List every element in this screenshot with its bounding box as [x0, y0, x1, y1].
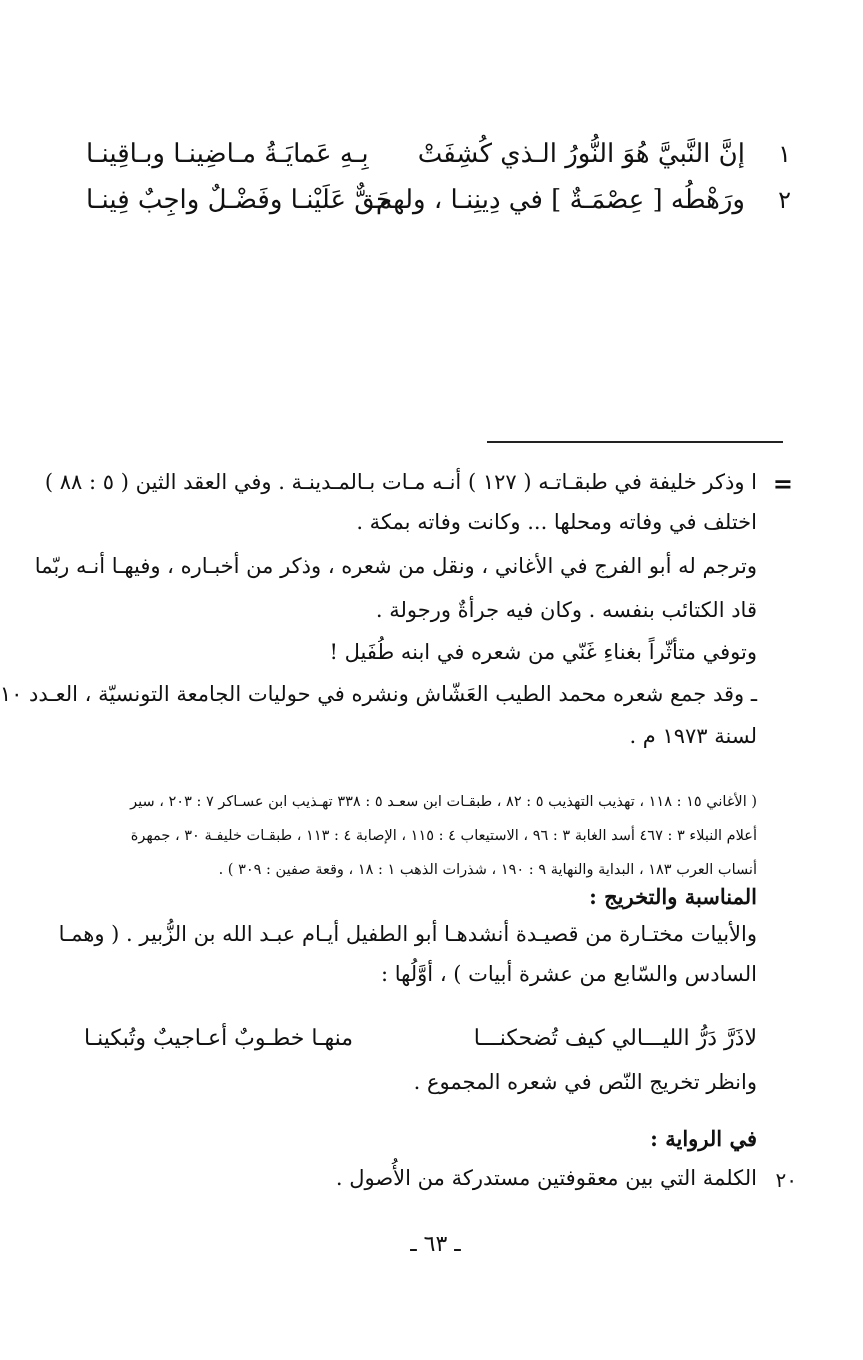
occasion-line: السادس والسّابع من عشرة أبيات ) ، أوَّلُها :	[380, 962, 757, 986]
footnote-divider	[487, 441, 783, 443]
note-line: ا وذكر خليفة في طبقـاتـه ( ١٢٧ ) أنـه مـات بـالمـدينـة . وفي العقد الثين ( ٥ : ٨٨ )	[44, 470, 757, 494]
page-number: ـ ٦٣ ـ	[410, 1232, 461, 1257]
reference-line: أعلام النبلاء ٣ : ٤٦٧ أسد الغابة ٣ : ٩٦ ، الاستيعاب ٤ : ١١٥ ، الإصابة ٤ : ١١٣ ، طبقـات خليفـة ٣٠ ، جمهرة	[130, 828, 757, 844]
reference-line: ( الأغاني ١٥ : ١١٨ ، تهذيب التهذيب ٥ : ٨٢ ، طبقـات ابن سعـد ٥ : ٣٣٨ تهـذيب ابن عسـاكر ٧ : ٢٠٣ ، سير	[130, 794, 757, 810]
note-line: وتوفي متأثّراً بغناءِ غَنّي من شعره في ابنه طُفَيل !	[329, 640, 757, 664]
riwaya-note-number: ٢٠	[775, 1168, 797, 1192]
verse-number: ٢	[778, 186, 791, 214]
note-line: اختلف في وفاته ومحلها ... وكانت وفاته بمكة .	[356, 510, 757, 534]
continuation-mark: =	[772, 469, 793, 498]
occasion-line: والأبيات مختـارة من قصيـدة أنشدهـا أبو الطفيل أيـام عبـد الله بن الزُّبير . ( وهمـا	[58, 922, 757, 946]
verse-first-hemistich: إنَّ النَّبيَّ هُوَ النُّورُ الـذي كُشِفَتْ	[417, 139, 745, 169]
verse-number: ١	[778, 140, 791, 168]
verse-first-hemistich: ورَهْطُه [ عِصْمَـةٌ ] في دِينِنـا ، ولهم	[375, 185, 745, 215]
after-quote-line: وانظر تخريج النّص في شعره المجموع .	[413, 1070, 757, 1094]
occasion-heading: المناسبة والتخريج :	[589, 884, 757, 909]
note-line: ـ وقد جمع شعره محمد الطيب العَشّاش ونشره في حوليات الجامعة التونسيّة ، العـدد ١٠	[0, 682, 757, 706]
note-line: وترجم له أبو الفرج في الأغاني ، ونقل من شعره ، وذكر من أخبـاره ، وفيهـا أنـه ربّما	[34, 554, 757, 578]
riwaya-heading: في الرواية :	[650, 1126, 757, 1151]
quoted-verse-first-hemistich: لاذَرَّ دَرُّ الليـــالي كيف تُضحكنـــا	[473, 1026, 757, 1051]
riwaya-line: الكلمة التي بين معقوفتين مستدركة من الأُصول .	[335, 1166, 757, 1190]
quoted-verse	[84, 1026, 757, 1066]
quoted-verse-second-hemistich: منهـا خطـوبٌ أعـاجيبٌ وتُبكينـا	[84, 1026, 354, 1051]
verse-1	[80, 134, 791, 174]
verse-second-hemistich: بِـهِ عَمايَـةُ مـاضِينـا وبـاقِينـا	[86, 139, 369, 169]
reference-line: أنساب العرب ١٨٣ ، البداية والنهاية ٩ : ١٩٠ ، شذرات الذهب ١ : ١٨ ، وقعة صفين : ٣٠٩ ) .	[218, 862, 757, 878]
verse-2	[80, 180, 791, 220]
note-line: لسنة ١٩٧٣ م .	[629, 724, 757, 748]
note-line: قاد الكتائب بنفسه . وكان فيه جرأةٌ ورجولة .	[375, 598, 757, 622]
verse-second-hemistich: حَقٌّ عَلَيْنـا وفَضْـلٌ واجِبٌ فِينـا	[86, 185, 393, 215]
